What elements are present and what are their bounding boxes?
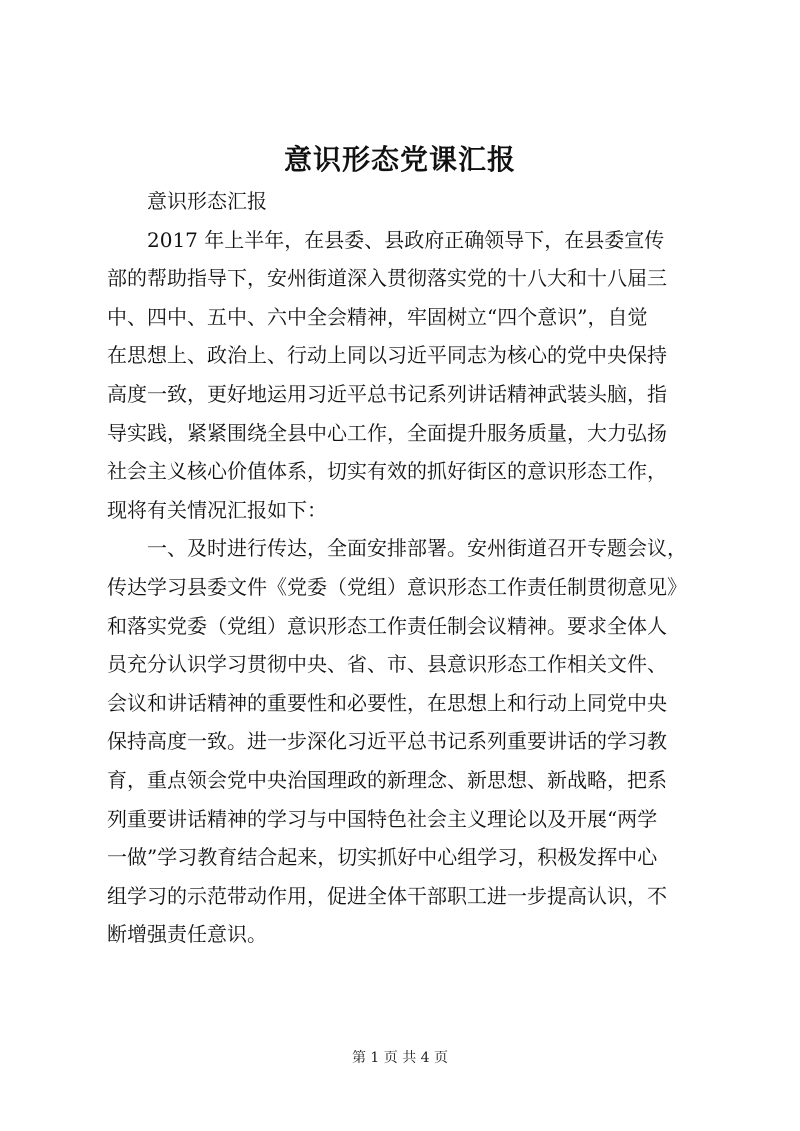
- paragraph-2-line-6: 保持高度一致。进一步深化习近平总书记系列重要讲话的学习教: [107, 729, 667, 754]
- paragraph-1-line-3: 中、四中、五中、六中全会精神，牢固树立“四个意识”，自觉: [107, 304, 648, 329]
- paragraph-1-line-8: 现将有关情况汇报如下：: [107, 497, 327, 522]
- paragraph-2-line-8: 列重要讲话精神的学习与中国特色社会主义理论以及开展“两学: [107, 806, 658, 831]
- paragraph-2-line-9: 一做”学习教育结合起来，切实抓好中心组学习，积极发挥中心: [107, 845, 658, 870]
- document-body: [107, 182, 713, 954]
- paragraph-2-line-1: 一、及时进行传达，全面安排部署。安州街道召开专题会议，: [147, 536, 687, 561]
- paragraph-1-line-1: 2017 年上半年，在县委、县政府正确领导下，在县委宣传: [147, 227, 665, 252]
- paragraph-2-line-2: 传达学习县委文件《党委（党组）意识形态工作责任制贯彻意见》: [107, 574, 687, 599]
- paragraph-2-line-5: 会议和讲话精神的重要性和必要性，在思想上和行动上同党中央: [107, 690, 667, 715]
- paragraph-1-line-4: 在思想上、政治上、行动上同以习近平同志为核心的党中央保持: [107, 343, 667, 368]
- paragraph-1-line-7: 社会主义核心价值体系，切实有效的抓好街区的意识形态工作，: [107, 459, 667, 484]
- paragraph-2-line-7: 育，重点领会党中央治国理政的新理念、新思想、新战略，把系: [107, 767, 667, 792]
- subtitle-line: 意识形态汇报: [147, 189, 267, 213]
- paragraph-1-line-6: 导实践，紧紧围绕全县中心工作，全面提升服务质量，大力弘扬: [107, 420, 667, 445]
- paragraph-2-line-10: 组学习的示范带动作用，促进全体干部职工进一步提高认识，不: [107, 883, 667, 908]
- paragraph-2-line-11: 断增强责任意识。: [107, 922, 267, 947]
- document-title: 意识形态党课汇报: [283, 143, 516, 176]
- paragraph-1-line-2: 部的帮助指导下，安州街道深入贯彻落实党的十八大和十八届三: [107, 266, 667, 291]
- paragraph-1-line-5: 高度一致，更好地运用习近平总书记系列讲话精神武装头脑，指: [107, 381, 667, 406]
- page-number-footer: 第 1 页 共 4 页: [351, 1050, 449, 1066]
- paragraph-2-line-4: 员充分认识学习贯彻中央、省、市、县意识形态工作相关文件、: [107, 652, 667, 677]
- paragraph-2-line-3: 和落实党委（党组）意识形态工作责任制会议精神。要求全体人: [107, 613, 667, 638]
